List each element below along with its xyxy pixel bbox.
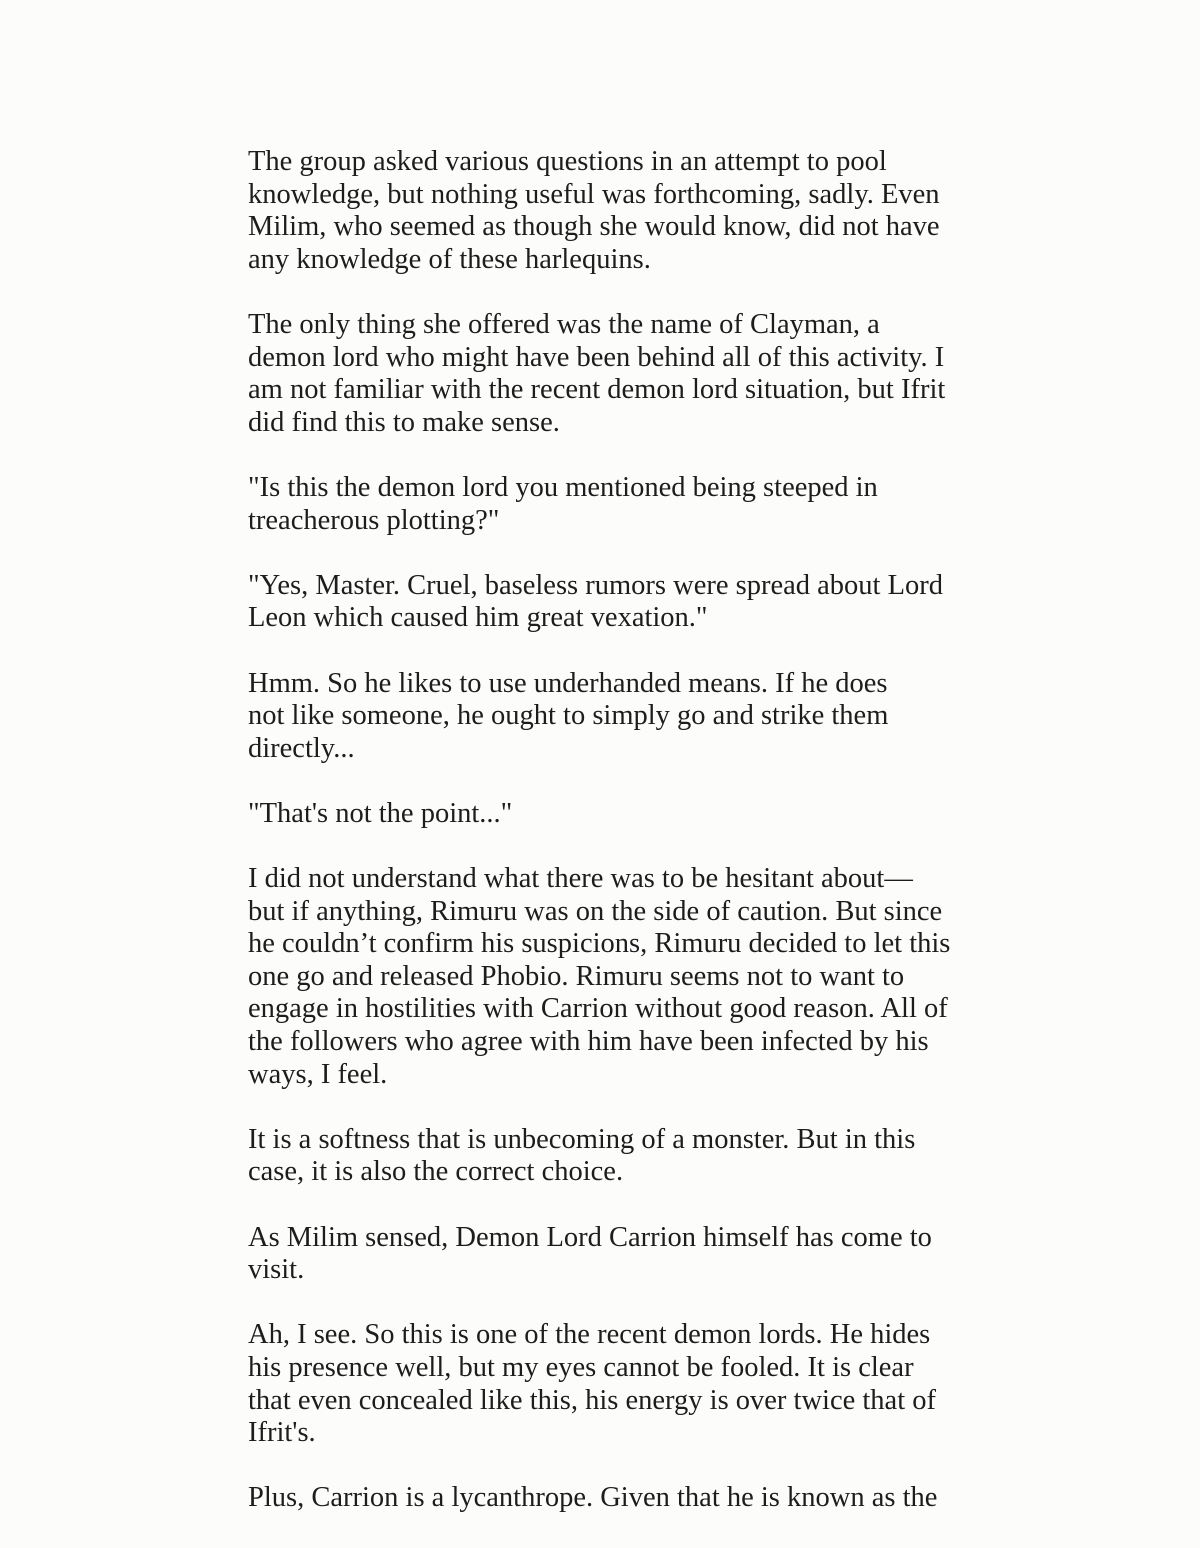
text-line: visit. xyxy=(248,1254,305,1286)
text-line: case, it is also the correct choice. xyxy=(248,1156,624,1188)
text-line: Milim, who seemed as though she would know, did not have xyxy=(248,211,940,243)
text-line: knowledge, but nothing useful was forthcoming, sadly. Even xyxy=(248,178,940,210)
paragraph xyxy=(248,1124,968,1189)
text-line: he couldn’t confirm his suspicions, Rimuru decided to let this xyxy=(248,928,951,960)
text-line: The only thing she offered was the name of Clayman, a xyxy=(248,308,880,340)
text-line: treacherous plotting?" xyxy=(248,504,500,536)
text-line: "Yes, Master. Cruel, baseless rumors were spread about Lord xyxy=(248,569,943,601)
text-line: one go and released Phobio. Rimuru seems not to want to xyxy=(248,960,905,992)
text-line: not like someone, he ought to simply go and strike them xyxy=(248,700,889,732)
text-line: Ifrit's. xyxy=(248,1417,316,1449)
text-line: the followers who agree with him have been infected by his xyxy=(248,1026,929,1058)
text-line: am not familiar with the recent demon lord situation, but Ifrit xyxy=(248,374,946,406)
text-line: I did not understand what there was to be hesitant about— xyxy=(248,863,913,895)
paragraph xyxy=(248,1482,968,1515)
paragraph xyxy=(248,863,968,1091)
paragraph xyxy=(248,472,968,537)
text-line: ways, I feel. xyxy=(248,1058,388,1090)
text-line: demon lord who might have been behind all of this activity. I xyxy=(248,341,945,373)
paragraph xyxy=(248,798,968,831)
paragraph xyxy=(248,1222,968,1287)
text-line: Ah, I see. So this is one of the recent demon lords. He hides xyxy=(248,1319,931,1351)
text-line: It is a softness that is unbecoming of a monster. But in this xyxy=(248,1123,916,1155)
paragraph xyxy=(248,146,968,276)
text-line: did find this to make sense. xyxy=(248,406,560,438)
text-line: The group asked various questions in an attempt to pool xyxy=(248,146,887,177)
text-line: Leon which caused him great vexation." xyxy=(248,602,708,634)
text-line: Hmm. So he likes to use underhanded means. If he does xyxy=(248,667,888,699)
text-line: directly... xyxy=(248,732,355,764)
paragraph xyxy=(248,1319,968,1449)
text-line: engage in hostilities with Carrion without good reason. All of xyxy=(248,993,948,1025)
text-line: As Milim sensed, Demon Lord Carrion himself has come to xyxy=(248,1221,932,1253)
text-line: but if anything, Rimuru was on the side of caution. But since xyxy=(248,895,943,927)
text-line: "That's not the point..." xyxy=(248,797,513,829)
text-line: his presence well, but my eyes cannot be fooled. It is clear xyxy=(248,1351,914,1383)
text-line: Plus, Carrion is a lycanthrope. Given that he is known as the xyxy=(248,1482,938,1514)
paragraph xyxy=(248,668,968,766)
text-line: that even concealed like this, his energy is over twice that of xyxy=(248,1384,936,1416)
text-line: any knowledge of these harlequins. xyxy=(248,243,651,275)
text-line: "Is this the demon lord you mentioned being steeped in xyxy=(248,471,878,503)
paragraph xyxy=(248,309,968,439)
paragraph xyxy=(248,570,968,635)
document-page xyxy=(248,146,968,1548)
